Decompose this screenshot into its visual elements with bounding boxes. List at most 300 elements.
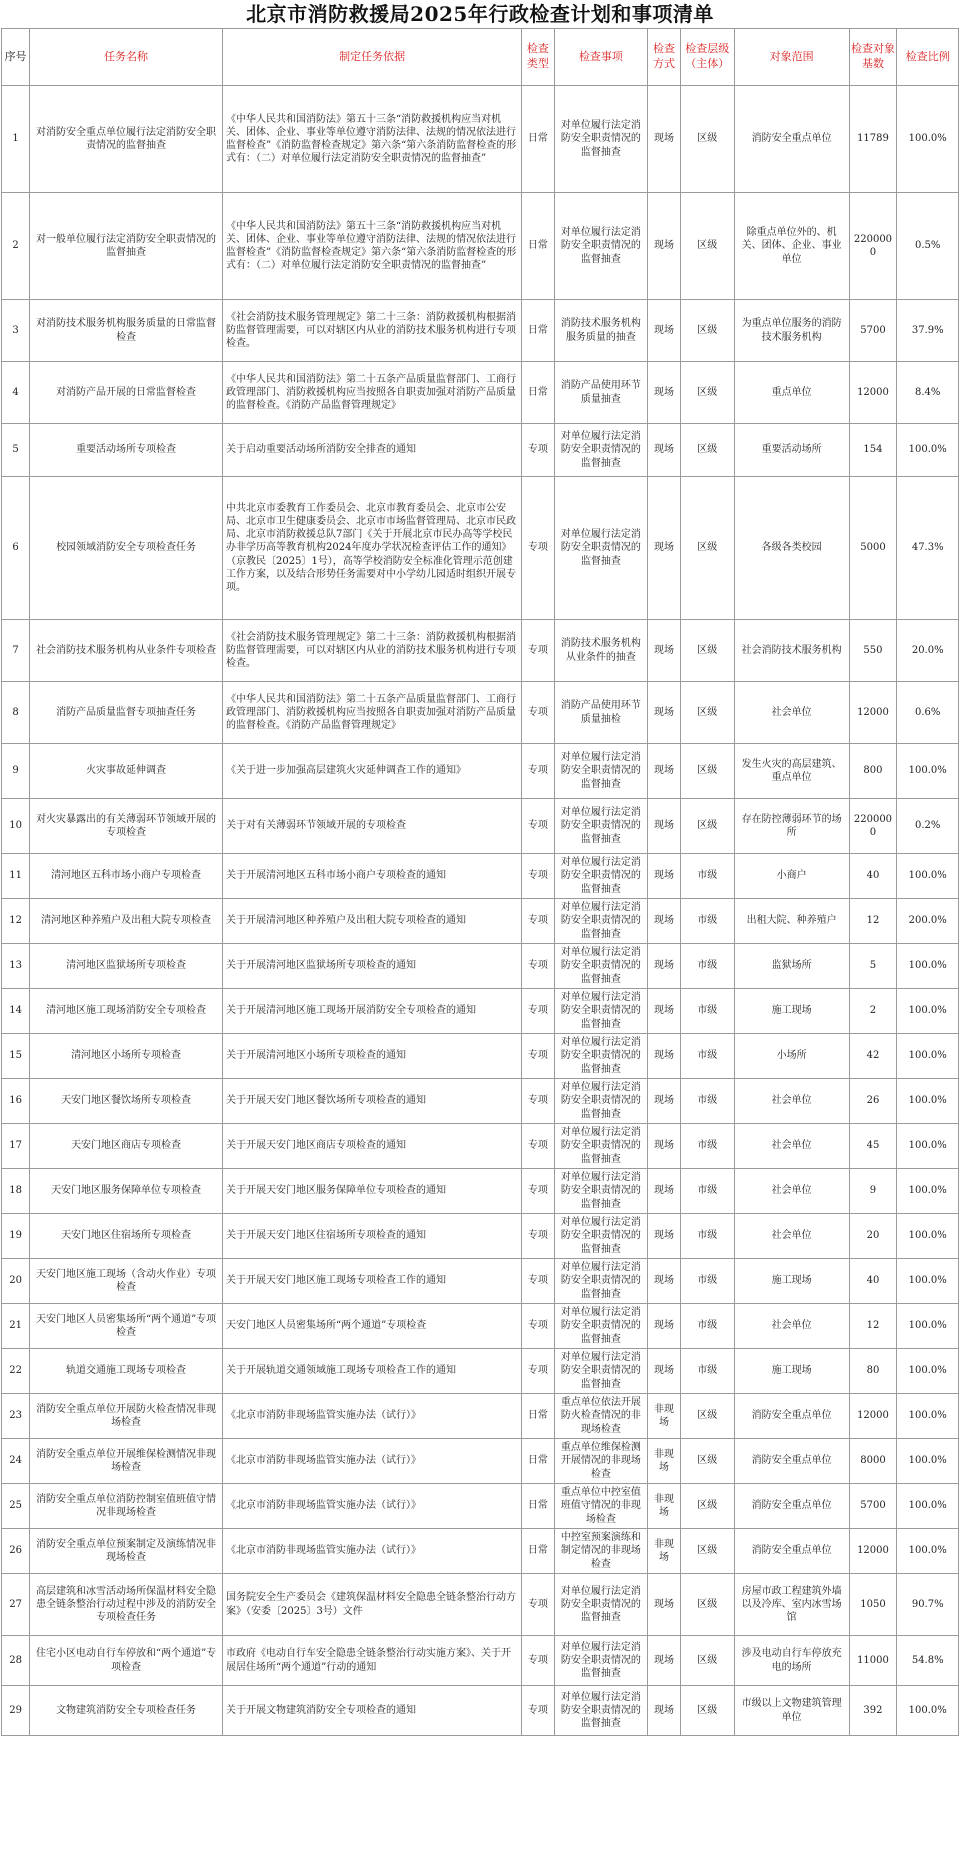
cell-name: 住宅小区电动自行车停放和“两个通道”专项检查	[30, 1636, 223, 1686]
cell-basis: 国务院安全生产委员会《建筑保温材料安全隐患全链条整治行动方案》（安委〔2025〕3号）文件	[223, 1574, 522, 1636]
cell-item: 消防产品使用环节质量抽检	[554, 682, 648, 744]
table-row	[2, 899, 959, 944]
table-row	[2, 193, 959, 300]
cell-seq: 23	[2, 1394, 30, 1439]
table-row	[2, 799, 959, 854]
cell-name: 对消防安全重点单位履行法定消防安全职责情况的监督抽查	[30, 86, 223, 193]
header-method: 检查方式	[648, 29, 680, 86]
cell-type: 专项	[522, 1169, 554, 1214]
cell-seq: 1	[2, 86, 30, 193]
cell-name: 消防安全重点单位开展维保检测情况非现场检查	[30, 1439, 223, 1484]
cell-type: 日常	[522, 86, 554, 193]
cell-seq: 8	[2, 682, 30, 744]
cell-level: 市级	[680, 1034, 734, 1079]
cell-count: 20	[849, 1214, 897, 1259]
cell-method: 现场	[648, 424, 680, 477]
cell-scope: 消防安全重点单位	[734, 1394, 849, 1439]
cell-item: 对单位履行法定消防安全职责情况的监督抽查	[554, 899, 648, 944]
cell-method: 现场	[648, 1079, 680, 1124]
cell-level: 区级	[680, 682, 734, 744]
inspection-table	[1, 28, 959, 1736]
cell-ratio: 100.0%	[897, 989, 959, 1034]
cell-level: 市级	[680, 1349, 734, 1394]
cell-name: 消防产品质量监督专项抽查任务	[30, 682, 223, 744]
cell-name: 天安门地区餐饮场所专项检查	[30, 1079, 223, 1124]
cell-seq: 18	[2, 1169, 30, 1214]
cell-seq: 20	[2, 1259, 30, 1304]
cell-item: 重点单位维保检测开展情况的非现场检查	[554, 1439, 648, 1484]
cell-count: 5000	[849, 477, 897, 620]
cell-scope: 消防安全重点单位	[734, 1529, 849, 1574]
cell-level: 区级	[680, 1439, 734, 1484]
cell-scope: 监狱场所	[734, 944, 849, 989]
cell-ratio: 100.0%	[897, 1304, 959, 1349]
cell-item: 消防技术服务机构服务质量的抽查	[554, 300, 648, 362]
table-row	[2, 1484, 959, 1529]
cell-scope: 消防安全重点单位	[734, 1439, 849, 1484]
table-row	[2, 1439, 959, 1484]
cell-method: 现场	[648, 1169, 680, 1214]
cell-count: 2	[849, 989, 897, 1034]
cell-count: 2200000	[849, 799, 897, 854]
cell-level: 市级	[680, 1124, 734, 1169]
cell-seq: 21	[2, 1304, 30, 1349]
cell-method: 非现场	[648, 1484, 680, 1529]
cell-name: 天安门地区服务保障单位专项检查	[30, 1169, 223, 1214]
cell-level: 市级	[680, 1169, 734, 1214]
cell-basis: 中共北京市委教育工作委员会、北京市教育委员会、北京市公安局、北京市卫生健康委员会、北京市市场监督管理局、北京市民政局、北京市消防救援总队7部门《关于开展北京市民办高等学校民办非学历高等教育机构2024年度办学状况检查评估工作的通知》（京教民〔2025〕1号），高等学校消防安全标准化管理示范创建工作方案，以及结合形势任务需要对中小学幼儿园适时组织开展专项。	[223, 477, 522, 620]
header-count: 检查对象基数	[849, 29, 897, 86]
table-row	[2, 86, 959, 193]
cell-count: 40	[849, 1259, 897, 1304]
cell-seq: 25	[2, 1484, 30, 1529]
cell-name: 火灾事故延伸调查	[30, 744, 223, 799]
cell-item: 对单位履行法定消防安全职责情况的监督抽查	[554, 1079, 648, 1124]
cell-type: 日常	[522, 1484, 554, 1529]
cell-seq: 16	[2, 1079, 30, 1124]
cell-item: 对单位履行法定消防安全职责情况的监督抽查	[554, 989, 648, 1034]
cell-seq: 3	[2, 300, 30, 362]
cell-count: 42	[849, 1034, 897, 1079]
cell-scope: 市级以上文物建筑管理单位	[734, 1686, 849, 1736]
table-row	[2, 424, 959, 477]
cell-name: 文物建筑消防安全专项检查任务	[30, 1686, 223, 1736]
cell-type: 专项	[522, 744, 554, 799]
cell-item: 中控室预案演练和制定情况的非现场检查	[554, 1529, 648, 1574]
cell-basis: 关于开展清河地区施工现场开展消防安全专项检查的通知	[223, 989, 522, 1034]
cell-scope: 消防安全重点单位	[734, 1484, 849, 1529]
cell-basis: 关于开展清河地区小场所专项检查的通知	[223, 1034, 522, 1079]
cell-level: 市级	[680, 899, 734, 944]
cell-name: 天安门地区施工现场（含动火作业）专项检查	[30, 1259, 223, 1304]
cell-type: 专项	[522, 1686, 554, 1736]
table-row	[2, 1034, 959, 1079]
cell-item: 对单位履行法定消防安全职责情况的监督抽查	[554, 86, 648, 193]
cell-method: 现场	[648, 193, 680, 300]
cell-seq: 17	[2, 1124, 30, 1169]
cell-seq: 12	[2, 899, 30, 944]
cell-name: 天安门地区人员密集场所“两个通道”专项检查	[30, 1304, 223, 1349]
cell-method: 现场	[648, 86, 680, 193]
cell-basis: 关于开展清河地区种养殖户及出租大院专项检查的通知	[223, 899, 522, 944]
cell-type: 专项	[522, 944, 554, 989]
cell-basis: 关于开展文物建筑消防安全专项检查的通知	[223, 1686, 522, 1736]
cell-basis: 关于对有关薄弱环节领域开展的专项检查	[223, 799, 522, 854]
cell-method: 现场	[648, 799, 680, 854]
cell-seq: 7	[2, 620, 30, 682]
cell-level: 区级	[680, 1394, 734, 1439]
cell-name: 高层建筑和冰雪活动场所保温材料安全隐患全链条整治行动过程中涉及的消防安全专项检查任务	[30, 1574, 223, 1636]
cell-basis: 关于开展清河地区五科市场小商户专项检查的通知	[223, 854, 522, 899]
cell-ratio: 20.0%	[897, 620, 959, 682]
cell-item: 对单位履行法定消防安全职责情况的监督抽查	[554, 1034, 648, 1079]
cell-count: 800	[849, 744, 897, 799]
cell-method: 现场	[648, 854, 680, 899]
cell-scope: 出租大院、种养殖户	[734, 899, 849, 944]
cell-ratio: 54.8%	[897, 1636, 959, 1686]
cell-ratio: 100.0%	[897, 1484, 959, 1529]
cell-level: 市级	[680, 1304, 734, 1349]
cell-scope: 施工现场	[734, 1259, 849, 1304]
cell-seq: 14	[2, 989, 30, 1034]
cell-count: 80	[849, 1349, 897, 1394]
table-row	[2, 1574, 959, 1636]
cell-count: 45	[849, 1124, 897, 1169]
cell-level: 区级	[680, 620, 734, 682]
cell-method: 现场	[648, 899, 680, 944]
cell-ratio: 90.7%	[897, 1574, 959, 1636]
cell-scope: 社会单位	[734, 1169, 849, 1214]
cell-ratio: 100.0%	[897, 944, 959, 989]
table-row	[2, 744, 959, 799]
cell-scope: 除重点单位外的、机关、团体、企业、事业单位	[734, 193, 849, 300]
cell-level: 区级	[680, 300, 734, 362]
cell-basis: 天安门地区人员密集场所“两个通道”专项检查	[223, 1304, 522, 1349]
cell-ratio: 100.0%	[897, 1034, 959, 1079]
cell-method: 现场	[648, 1349, 680, 1394]
page-title: 北京市消防救援局2025年行政检查计划和事项清单	[246, 2, 714, 26]
cell-scope: 各级各类校园	[734, 477, 849, 620]
cell-type: 专项	[522, 424, 554, 477]
cell-method: 现场	[648, 1124, 680, 1169]
cell-ratio: 200.0%	[897, 899, 959, 944]
cell-item: 对单位履行法定消防安全职责情况的监督抽查	[554, 1259, 648, 1304]
cell-count: 12000	[849, 1529, 897, 1574]
cell-count: 5700	[849, 300, 897, 362]
cell-type: 专项	[522, 1034, 554, 1079]
cell-basis: 市政府《电动自行车安全隐患全链条整治行动实施方案》、关于开展居住场所“两个通道”行动的通知	[223, 1636, 522, 1686]
cell-name: 清河地区小场所专项检查	[30, 1034, 223, 1079]
table-row	[2, 1214, 959, 1259]
cell-seq: 10	[2, 799, 30, 854]
table-row	[2, 362, 959, 424]
cell-method: 现场	[648, 1636, 680, 1686]
cell-level: 区级	[680, 362, 734, 424]
cell-count: 12000	[849, 682, 897, 744]
cell-method: 现场	[648, 1304, 680, 1349]
cell-level: 市级	[680, 1079, 734, 1124]
cell-item: 对单位履行法定消防安全职责情况的监督抽查	[554, 1574, 648, 1636]
cell-count: 8000	[849, 1439, 897, 1484]
table-row	[2, 944, 959, 989]
cell-basis: 《社会消防技术服务管理规定》第二十三条：消防救援机构根据消防监督管理需要，可以对辖区内从业的消防技术服务机构进行专项检查。	[223, 620, 522, 682]
cell-item: 对单位履行法定消防安全职责情况的监督抽查	[554, 799, 648, 854]
cell-seq: 15	[2, 1034, 30, 1079]
cell-count: 1050	[849, 1574, 897, 1636]
cell-type: 日常	[522, 362, 554, 424]
cell-method: 非现场	[648, 1529, 680, 1574]
cell-method: 现场	[648, 1214, 680, 1259]
cell-seq: 13	[2, 944, 30, 989]
cell-item: 对单位履行法定消防安全职责情况的监督抽查	[554, 944, 648, 989]
table-row	[2, 1304, 959, 1349]
cell-method: 现场	[648, 1034, 680, 1079]
cell-seq: 28	[2, 1636, 30, 1686]
cell-ratio: 100.0%	[897, 1259, 959, 1304]
cell-type: 专项	[522, 1079, 554, 1124]
cell-type: 专项	[522, 1304, 554, 1349]
cell-type: 专项	[522, 477, 554, 620]
cell-seq: 22	[2, 1349, 30, 1394]
cell-type: 日常	[522, 193, 554, 300]
cell-basis: 关于开展天安门地区住宿场所专项检查的通知	[223, 1214, 522, 1259]
header-row	[2, 29, 959, 86]
table-row	[2, 477, 959, 620]
cell-basis: 《社会消防技术服务管理规定》第二十三条：消防救援机构根据消防监督管理需要，可以对辖区内从业的消防技术服务机构进行专项检查。	[223, 300, 522, 362]
cell-item: 消防产品使用环节质量抽查	[554, 362, 648, 424]
cell-ratio: 100.0%	[897, 86, 959, 193]
cell-level: 区级	[680, 1574, 734, 1636]
cell-type: 专项	[522, 1574, 554, 1636]
cell-count: 40	[849, 854, 897, 899]
cell-type: 专项	[522, 1259, 554, 1304]
cell-level: 区级	[680, 799, 734, 854]
cell-count: 12000	[849, 362, 897, 424]
cell-count: 11000	[849, 1636, 897, 1686]
cell-count: 392	[849, 1686, 897, 1736]
cell-ratio: 100.0%	[897, 1169, 959, 1214]
cell-seq: 19	[2, 1214, 30, 1259]
cell-count: 11789	[849, 86, 897, 193]
table-row	[2, 620, 959, 682]
cell-item: 对单位履行法定消防安全职责情况的监督抽查	[554, 1349, 648, 1394]
cell-basis: 《中华人民共和国消防法》第五十三条“消防救援机构应当对机关、团体、企业、事业等单位遵守消防法律、法规的情况依法进行监督检查”《消防监督检查规定》第六条“第六条消防监督检查的形式有：（二）对单位履行法定消防安全职责情况的监督抽查”	[223, 193, 522, 300]
cell-seq: 2	[2, 193, 30, 300]
cell-level: 区级	[680, 1636, 734, 1686]
cell-name: 清河地区施工现场消防安全专项检查	[30, 989, 223, 1034]
cell-count: 12	[849, 899, 897, 944]
cell-count: 9	[849, 1169, 897, 1214]
cell-type: 专项	[522, 1636, 554, 1686]
table-row	[2, 1259, 959, 1304]
cell-count: 2200000	[849, 193, 897, 300]
cell-basis: 关于开展天安门地区服务保障单位专项检查的通知	[223, 1169, 522, 1214]
cell-name: 重要活动场所专项检查	[30, 424, 223, 477]
cell-scope: 施工现场	[734, 1349, 849, 1394]
cell-ratio: 0.6%	[897, 682, 959, 744]
cell-ratio: 100.0%	[897, 1349, 959, 1394]
cell-ratio: 100.0%	[897, 1214, 959, 1259]
cell-seq: 11	[2, 854, 30, 899]
cell-scope: 社会单位	[734, 1214, 849, 1259]
cell-scope: 消防安全重点单位	[734, 86, 849, 193]
cell-method: 现场	[648, 744, 680, 799]
table-row	[2, 300, 959, 362]
cell-count: 12000	[849, 1394, 897, 1439]
cell-ratio: 100.0%	[897, 424, 959, 477]
cell-scope: 涉及电动自行车停放充电的场所	[734, 1636, 849, 1686]
cell-type: 专项	[522, 799, 554, 854]
cell-method: 现场	[648, 477, 680, 620]
cell-level: 区级	[680, 1529, 734, 1574]
cell-ratio: 0.5%	[897, 193, 959, 300]
cell-name: 对消防产品开展的日常监督检查	[30, 362, 223, 424]
cell-level: 市级	[680, 1259, 734, 1304]
cell-basis: 关于开展天安门地区商店专项检查的通知	[223, 1124, 522, 1169]
table-row	[2, 1529, 959, 1574]
cell-scope: 社会单位	[734, 1079, 849, 1124]
cell-type: 日常	[522, 300, 554, 362]
cell-basis: 《中华人民共和国消防法》第二十五条产品质量监督部门、工商行政管理部门、消防救援机构应当按照各自职责加强对消防产品质量的监督检查。《消防产品监督管理规定》	[223, 682, 522, 744]
header-ratio: 检查比例	[897, 29, 959, 86]
cell-seq: 29	[2, 1686, 30, 1736]
table-row	[2, 989, 959, 1034]
cell-type: 专项	[522, 1349, 554, 1394]
cell-scope: 发生火灾的高层建筑、重点单位	[734, 744, 849, 799]
cell-seq: 9	[2, 744, 30, 799]
cell-item: 对单位履行法定消防安全职责情况的监督抽查	[554, 1686, 648, 1736]
cell-ratio: 100.0%	[897, 1079, 959, 1124]
cell-basis: 关于开展天安门地区餐饮场所专项检查的通知	[223, 1079, 522, 1124]
table-row	[2, 1169, 959, 1214]
cell-name: 清河地区监狱场所专项检查	[30, 944, 223, 989]
cell-item: 对单位履行法定消防安全职责情况的监督抽查	[554, 744, 648, 799]
table-row	[2, 682, 959, 744]
cell-type: 专项	[522, 1214, 554, 1259]
cell-name: 社会消防技术服务机构从业条件专项检查	[30, 620, 223, 682]
cell-basis: 关于开展轨道交通领域施工现场专项检查工作的通知	[223, 1349, 522, 1394]
cell-seq: 4	[2, 362, 30, 424]
cell-item: 对单位履行法定消防安全职责情况的监督抽查	[554, 424, 648, 477]
cell-type: 专项	[522, 682, 554, 744]
cell-item: 重点单位中控室值班值守情况的非现场检查	[554, 1484, 648, 1529]
cell-level: 区级	[680, 1686, 734, 1736]
cell-ratio: 100.0%	[897, 854, 959, 899]
cell-item: 重点单位依法开展防火检查情况的非现场检查	[554, 1394, 648, 1439]
table-row	[2, 1686, 959, 1736]
table-row	[2, 1124, 959, 1169]
cell-scope: 存在防控薄弱环节的场所	[734, 799, 849, 854]
cell-basis: 《关于进一步加强高层建筑火灾延伸调查工作的通知》	[223, 744, 522, 799]
cell-ratio: 8.4%	[897, 362, 959, 424]
cell-basis: 关于开展清河地区监狱场所专项检查的通知	[223, 944, 522, 989]
cell-method: 现场	[648, 1574, 680, 1636]
cell-name: 清河地区种养殖户及出租大院专项检查	[30, 899, 223, 944]
cell-scope: 为重点单位服务的消防技术服务机构	[734, 300, 849, 362]
cell-basis: 《北京市消防非现场监管实施办法（试行）》	[223, 1394, 522, 1439]
cell-type: 专项	[522, 1124, 554, 1169]
cell-seq: 26	[2, 1529, 30, 1574]
cell-method: 现场	[648, 989, 680, 1034]
cell-item: 对单位履行法定消防安全职责情况的监督抽查	[554, 1214, 648, 1259]
cell-basis: 《北京市消防非现场监管实施办法（试行）》	[223, 1529, 522, 1574]
header-scope: 对象范围	[734, 29, 849, 86]
cell-name: 消防安全重点单位消防控制室值班值守情况非现场检查	[30, 1484, 223, 1529]
header-basis: 制定任务依据	[223, 29, 522, 86]
cell-seq: 24	[2, 1439, 30, 1484]
cell-method: 现场	[648, 1686, 680, 1736]
cell-basis: 《北京市消防非现场监管实施办法（试行）》	[223, 1484, 522, 1529]
table-row	[2, 854, 959, 899]
cell-name: 消防安全重点单位预案制定及演练情况非现场检查	[30, 1529, 223, 1574]
cell-name: 天安门地区商店专项检查	[30, 1124, 223, 1169]
cell-name: 对一般单位履行法定消防安全职责情况的监督抽查	[30, 193, 223, 300]
cell-level: 区级	[680, 86, 734, 193]
cell-basis: 《北京市消防非现场监管实施办法（试行）》	[223, 1439, 522, 1484]
cell-name: 清河地区五科市场小商户专项检查	[30, 854, 223, 899]
cell-ratio: 100.0%	[897, 1439, 959, 1484]
cell-method: 非现场	[648, 1439, 680, 1484]
cell-level: 市级	[680, 944, 734, 989]
cell-count: 12	[849, 1304, 897, 1349]
cell-type: 专项	[522, 620, 554, 682]
table-row	[2, 1349, 959, 1394]
cell-level: 区级	[680, 477, 734, 620]
cell-count: 5700	[849, 1484, 897, 1529]
cell-scope: 重点单位	[734, 362, 849, 424]
cell-seq: 6	[2, 477, 30, 620]
cell-type: 专项	[522, 899, 554, 944]
cell-scope: 社会消防技术服务机构	[734, 620, 849, 682]
cell-item: 对单位履行法定消防安全职责情况的监督抽查	[554, 1636, 648, 1686]
cell-scope: 施工现场	[734, 989, 849, 1034]
cell-scope: 社会单位	[734, 1304, 849, 1349]
table-row	[2, 1636, 959, 1686]
cell-basis: 关于开展天安门地区施工现场专项检查工作的通知	[223, 1259, 522, 1304]
cell-ratio: 100.0%	[897, 1394, 959, 1439]
cell-count: 550	[849, 620, 897, 682]
cell-method: 现场	[648, 944, 680, 989]
cell-type: 专项	[522, 989, 554, 1034]
cell-basis: 《中华人民共和国消防法》第二十五条产品质量监督部门、工商行政管理部门、消防救援机构应当按照各自职责加强对消防产品质量的监督检查。《消防产品监督管理规定》	[223, 362, 522, 424]
cell-basis: 关于启动重要活动场所消防安全排查的通知	[223, 424, 522, 477]
cell-level: 区级	[680, 193, 734, 300]
header-seq: 序号	[2, 29, 30, 86]
cell-method: 非现场	[648, 1394, 680, 1439]
cell-level: 区级	[680, 744, 734, 799]
cell-type: 日常	[522, 1394, 554, 1439]
cell-item: 对单位履行法定消防安全职责情况的监督抽查	[554, 1304, 648, 1349]
cell-seq: 27	[2, 1574, 30, 1636]
cell-item: 消防技术服务机构从业条件的抽查	[554, 620, 648, 682]
cell-type: 日常	[522, 1529, 554, 1574]
cell-ratio: 100.0%	[897, 1124, 959, 1169]
cell-type: 专项	[522, 854, 554, 899]
cell-item: 对单位履行法定消防安全职责情况的监督抽查	[554, 477, 648, 620]
cell-scope: 社会单位	[734, 1124, 849, 1169]
cell-name: 对消防技术服务机构服务质量的日常监督检查	[30, 300, 223, 362]
header-level: 检查层级（主体）	[680, 29, 734, 86]
cell-name: 轨道交通施工现场专项检查	[30, 1349, 223, 1394]
cell-scope: 小商户	[734, 854, 849, 899]
cell-ratio: 0.2%	[897, 799, 959, 854]
header-type: 检查类型	[522, 29, 554, 86]
table-row	[2, 1394, 959, 1439]
cell-scope: 房屋市政工程建筑外墙以及冷库、室内冰雪场馆	[734, 1574, 849, 1636]
cell-level: 市级	[680, 854, 734, 899]
cell-count: 26	[849, 1079, 897, 1124]
cell-name: 校园领域消防安全专项检查任务	[30, 477, 223, 620]
